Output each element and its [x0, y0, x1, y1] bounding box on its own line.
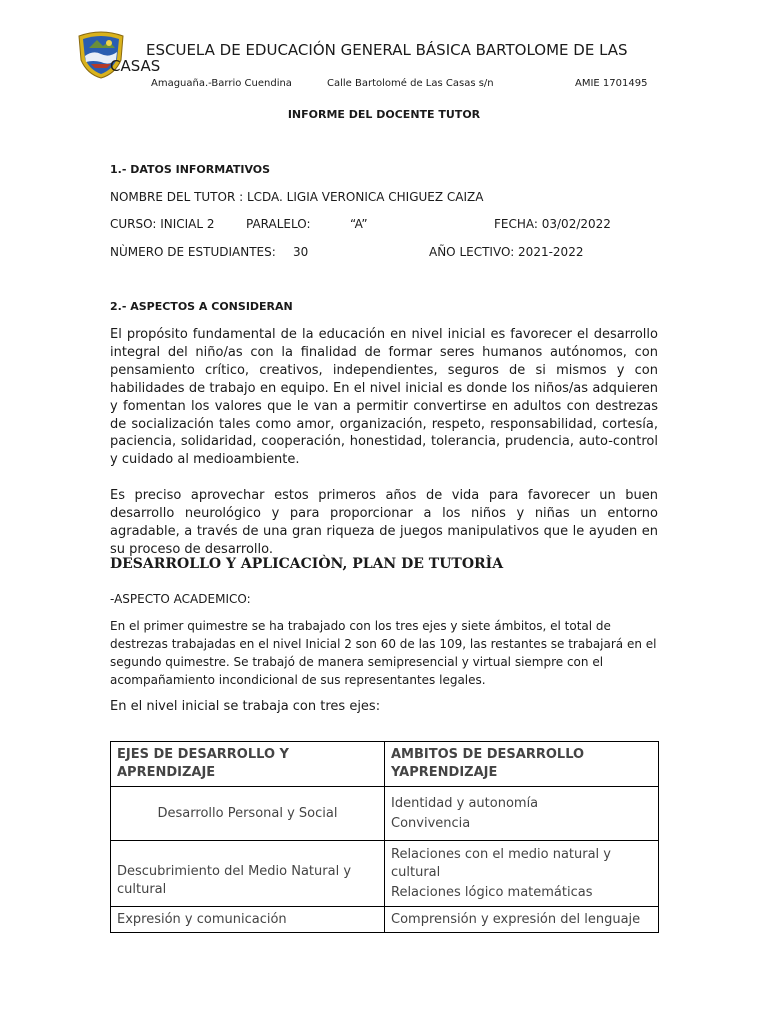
table-header-ejes: EJES DE DESARROLLO Y APRENDIZAJE	[111, 742, 385, 787]
table-cell-eje: Expresión y comunicación	[111, 907, 385, 933]
early-years-paragraph: Es preciso aprovechar estos primeros años de vida para favorecer un buen desarrollo neurológico y para proporcionar a los niños y niñas un entorno agradable, a través de una gran riqueza de juegos manipulativos que le ayuden en su proceso de desarrollo.	[110, 488, 658, 557]
section2-title: 2.- ASPECTOS A CONSIDERAN	[110, 300, 293, 313]
table-cell-ambitos: Comprensión y expresión del lenguaje	[385, 907, 659, 933]
school-year: AÑO LECTIVO: 2021-2022	[429, 245, 584, 259]
table-cell-eje: Desarrollo Personal y Social	[111, 787, 385, 841]
purpose-paragraph: El propósito fundamental de la educación en nivel inicial es favorecer el desarrollo integral del niño/as con la finalidad de formar seres humanos autónomos, con pensamiento crítico, creativos, independientes, seguros de si mismos y con habilidades de trabajo en equipo. En el nivel inicial es donde los niños/as adquieren y fomentan los valores que le van a permitir convertirse en adultos con destrezas de socialización tales como amor, organización, respeto, responsabilidad, cortesía, paciencia, solidaridad, cooperación, honestidad, tolerancia, prudencia, auto-control y cuidado al medioambiente.	[110, 327, 658, 468]
tutoring-plan-heading: DESARROLLO Y APLICACIÒN, PLAN DE TUTORÌA	[110, 556, 504, 572]
academic-aspect-label: -ASPECTO ACADEMICO:	[110, 592, 251, 606]
paralelo-label: PARALELO:	[246, 217, 311, 231]
tutor-name: NOMBRE DEL TUTOR : LCDA. LIGIA VERONICA CHIGUEZ CAIZA	[110, 190, 484, 204]
course: CURSO: INICIAL 2	[110, 217, 215, 231]
table-cell-eje: Descubrimiento del Medio Natural y cultural	[111, 841, 385, 907]
report-title: INFORME DEL DOCENTE TUTOR	[287, 108, 481, 121]
table-header-ambitos: AMBITOS DE DESARROLLO YAPRENDIZAJE	[385, 742, 659, 787]
school-street: Calle Bartolomé de Las Casas s/n	[327, 78, 494, 89]
table-cell-ambitos	[385, 841, 659, 907]
school-name: ESCUELA DE EDUCACIÓN GENERAL BÁSICA BARTOLOME DE LAS CASAS	[110, 41, 628, 75]
table-row	[111, 907, 659, 933]
students-label: NÙMERO DE ESTUDIANTES:	[110, 245, 276, 259]
table-header-row	[111, 742, 659, 787]
table-row	[111, 787, 659, 841]
ambito-item: Relaciones con el medio natural y cultural	[391, 846, 611, 880]
school-amie: AMIE 1701495	[575, 78, 648, 89]
report-date: FECHA: 03/02/2022	[494, 217, 611, 231]
section1-title: 1.- DATOS INFORMATIVOS	[110, 163, 271, 176]
students-count: 30	[293, 245, 309, 259]
table-row	[111, 841, 659, 907]
ambito-item: Identidad y autonomía	[391, 795, 539, 811]
axes-intro: En el nivel inicial se trabaja con tres ejes:	[110, 699, 381, 714]
academic-paragraph: En el primer quimestre se ha trabajado con los tres ejes y siete ámbitos, el total de destrezas trabajadas en el nivel Inicial 2 son 60 de las 109, las restantes se trabajará en el segundo quimestre. Se trabajó de manera semipresencial y virtual siempre con el acompañamiento incondicional de sus representantes legales.	[110, 619, 657, 687]
ambito-item: Relaciones lógico matemáticas	[391, 884, 593, 900]
axes-table	[110, 741, 659, 933]
ambito-item: Convivencia	[391, 815, 471, 831]
school-location: Amaguaña.-Barrio Cuendina	[151, 78, 292, 89]
table-cell-ambitos	[385, 787, 659, 841]
paralelo-value: “A”	[350, 217, 368, 231]
